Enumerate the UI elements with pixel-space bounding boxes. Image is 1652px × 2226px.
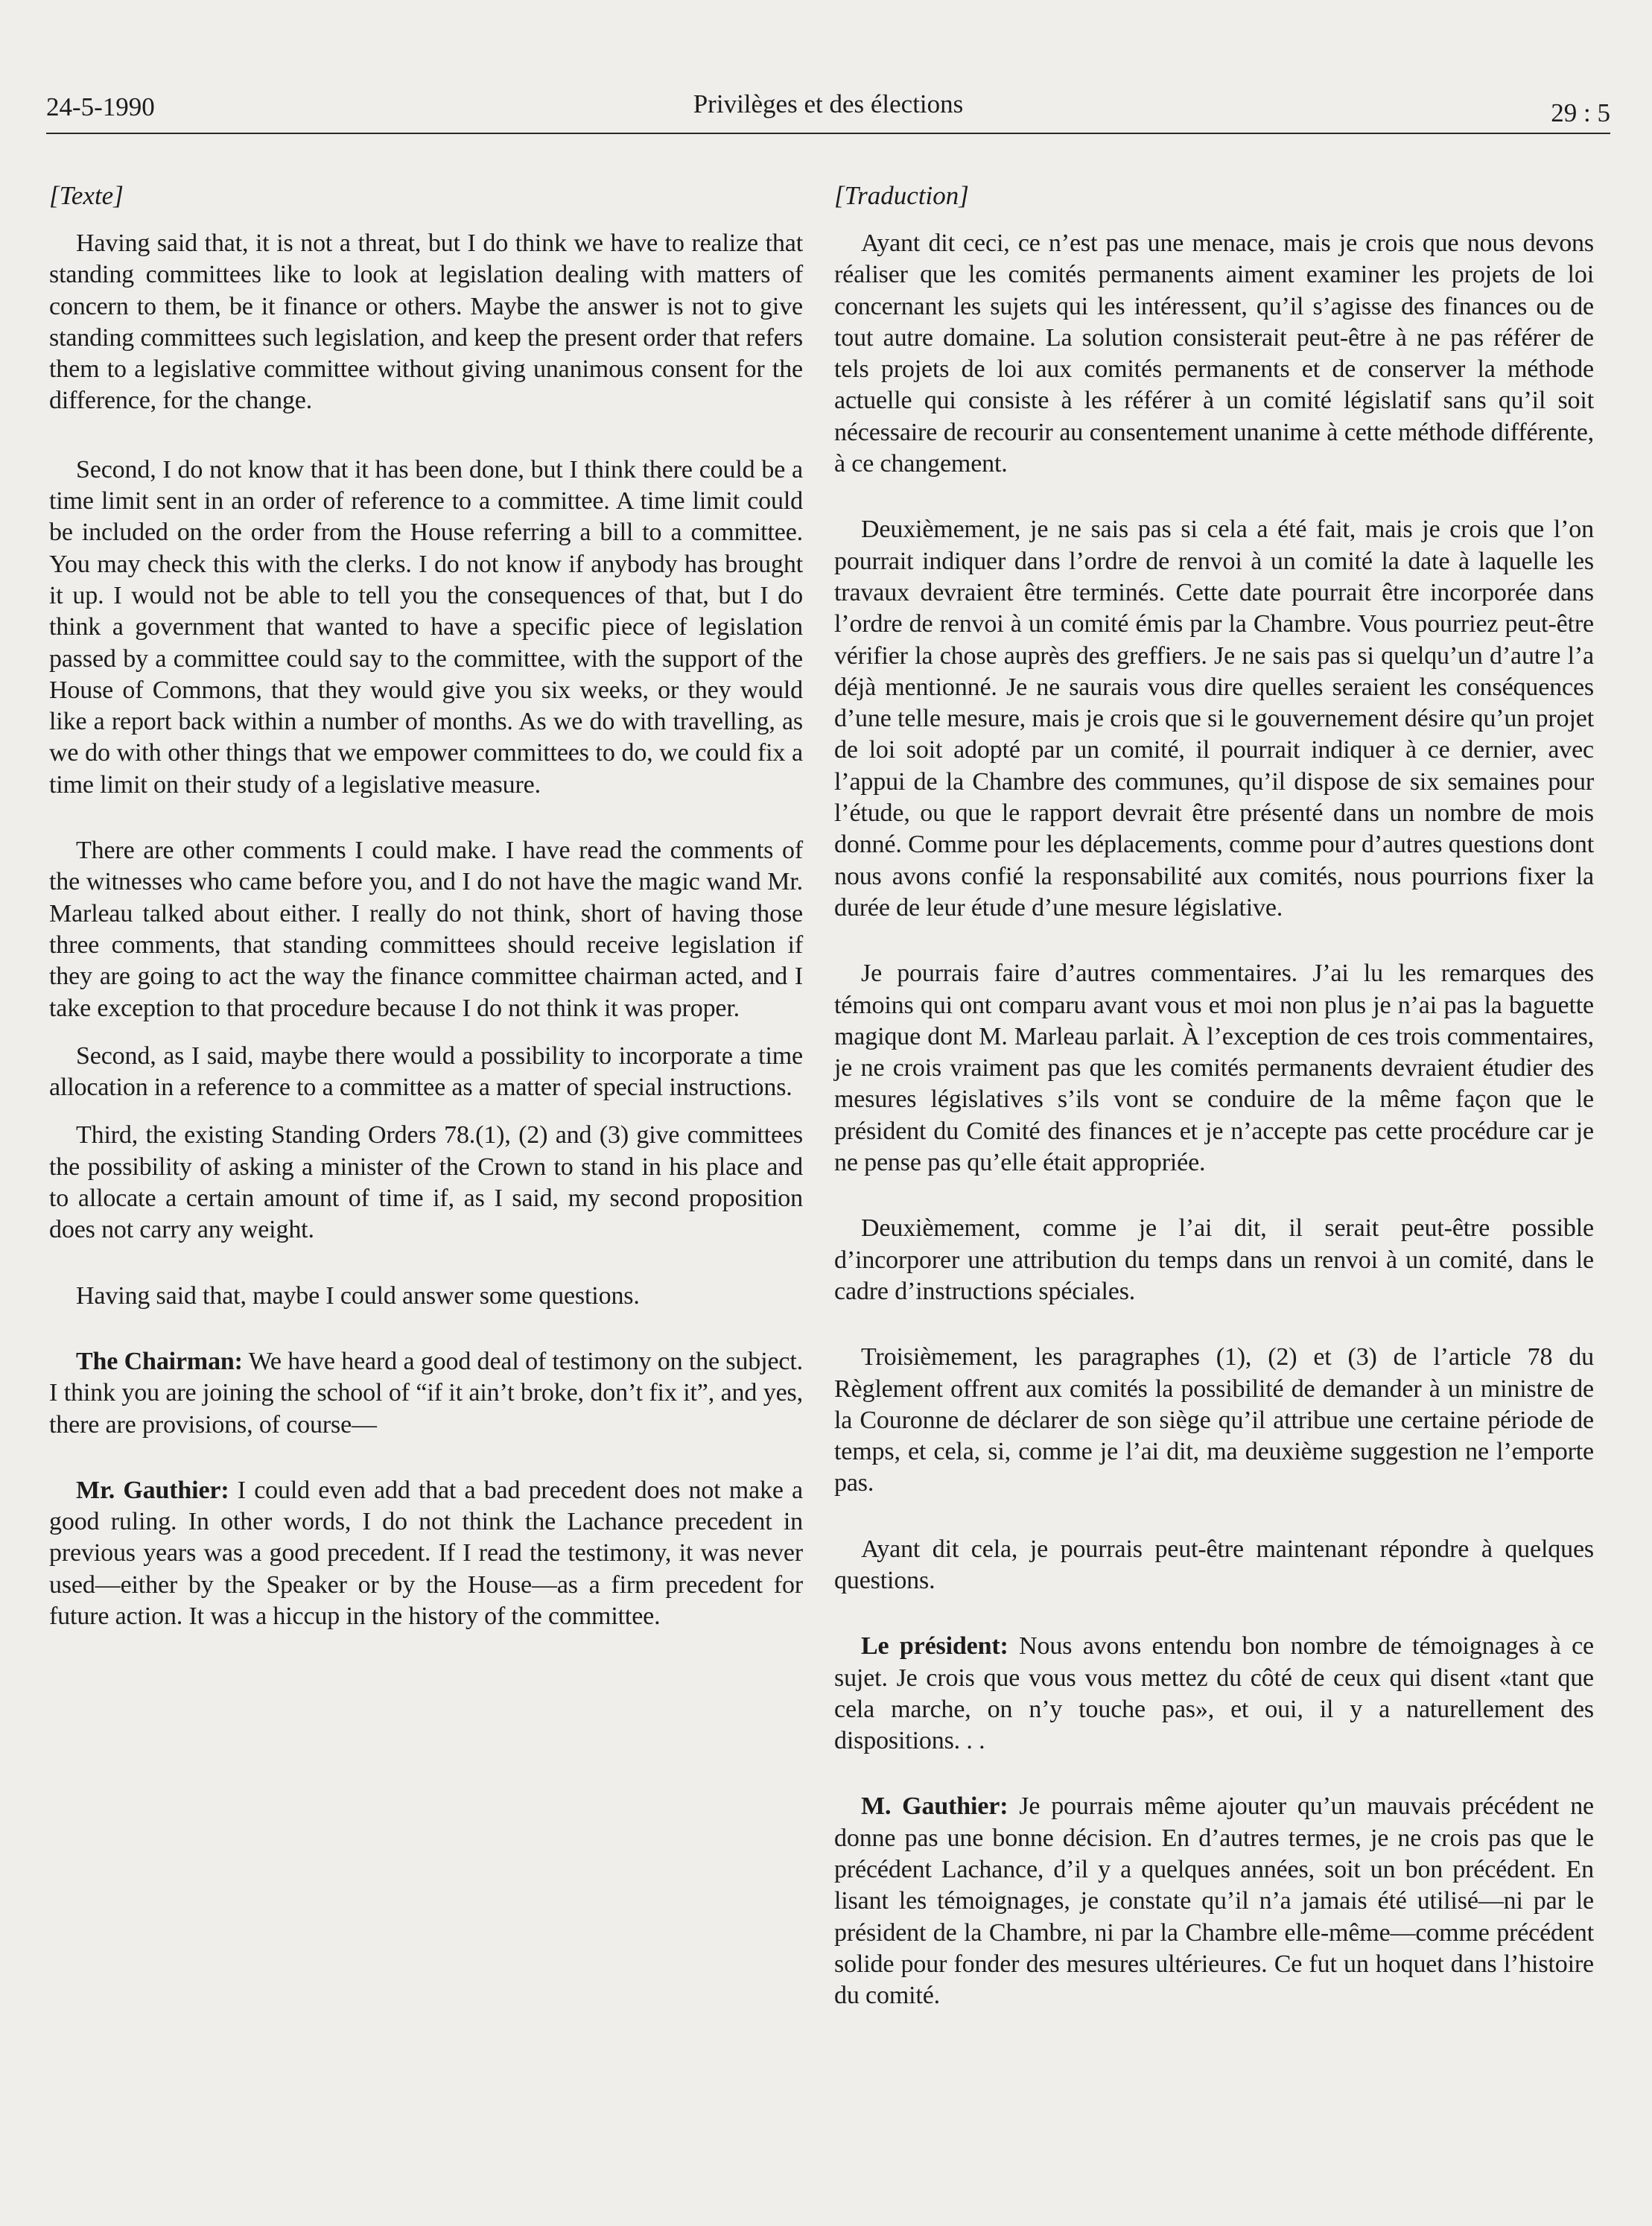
paragraph: Ayant dit ceci, ce n’est pas une menace, mais je crois que nous devons réaliser que les comités permanents aiment examiner les projets de loi concernant les sujets qui les intéressent, qu’il s’agisse des finances ou de tout autre domaine. La solution consisterait peut-être à ne pas référer de tels projets de loi aux comités permanents et de conserver la méthode actuelle qui consiste à les référer à un comité législatif sans qu’il soit nécessaire de recourir au consentement unanime à cette méthode différente, à ce changement.	[834, 229, 1594, 478]
speaker-name: The Chairman:	[76, 1347, 243, 1375]
header-date: 24-5-1990	[46, 92, 155, 121]
speaker-text: We have heard a good deal of testimony on the subject. I think you are joining the school of “if it ain’t broke, don’t fix it”, and yes, there are provisions, of course—	[49, 1347, 803, 1439]
paragraph: Troisièmement, les paragraphes (1), (2) et (3) de l’article 78 du Règlement offrent aux comités la possibilité de demander à un ministre de la Couronne de déclarer de son siège qu’il attribue une certaine période de temps, et cela, si, comme je l’ai dit, ma deuxième suggestion ne l’emporte pas.	[834, 1343, 1594, 1497]
speaker-name: Mr. Gauthier:	[76, 1476, 229, 1504]
column-label-texte: [Texte]	[49, 181, 124, 210]
speaker-name: Le président:	[861, 1632, 1008, 1661]
paragraph: Third, the existing Standing Orders 78.(1), (2) and (3) give committees the possibility of asking a minister of the Crown to stand in his place and to allocate a certain amount of time if, as I said, my second proposition does not carry any weight.	[49, 1121, 803, 1244]
french-column	[834, 179, 1594, 2012]
column-label-traduction: [Traduction]	[834, 181, 969, 210]
speaker-text: I could even add that a bad precedent does not make a good ruling. In other words, I do not think the Lachance precedent in previous years was a good precedent. If I read the testimony, it was never used—either by the Speaker or by the House—as a firm precedent for future action. It was a hiccup in the history of the committee.	[49, 1476, 803, 1630]
speaker-paragraph	[834, 1791, 1594, 2011]
paragraph: Deuxièmement, je ne sais pas si cela a été fait, mais je crois que l’on pourrait indiquer dans l’ordre de renvoi à un comité la date à laquelle les travaux devraient être terminés. Cette date pourrait être incorporée dans l’ordre de renvoi à un comité émis par la Chambre. Vous pourriez peut-être vérifier la chose auprès des greffiers. Je ne sais pas si quelqu’un d’autre l’a déjà mentionné. Je ne saurais vous dire quelles seraient les conséquences d’une telle mesure, mais je crois que si le gouvernement désire qu’un projet de loi soit adopté par un comité, il pourrait indiquer à ce dernier, avec l’appui de la Chambre des communes, qu’il dispose de six semaines pour l’étude, ou que le rapport devrait être présenté dans un nombre de mois donné. Comme pour les déplacements, comme pour d’autres questions dont nous avons confié la responsabilité aux comités, nous pourrions fixer la durée de leur étude d’une mesure législative.	[834, 516, 1594, 922]
speaker-paragraph	[834, 1631, 1594, 1757]
speaker-paragraph	[49, 1346, 803, 1441]
speaker-name: M. Gauthier:	[861, 1792, 1008, 1821]
page-header	[46, 88, 1610, 134]
paragraph: There are other comments I could make. I have read the comments of the witnesses who came before you, and I do not have the magic wand Mr. Marleau talked about either. I really do not think, short of having those three comments, that standing committees should receive legislation if they are going to act the way the finance committee chairman acted, and I take exception to that procedure because I do not think it was proper.	[49, 837, 803, 1022]
paragraph: Ayant dit cela, je pourrais peut-être maintenant répondre à quelques questions.	[834, 1535, 1594, 1594]
speaker-text: Je pourrais même ajouter qu’un mauvais précédent ne donne pas une bonne décision. En d’autres termes, je ne crois pas que le précédent Lachance, d’il y a quelques années, soit un bon précédent. En lisant les témoignages, je constate qu’il n’a jamais été utilisé—ni par le président de la Chambre, ni par la Chambre elle-même—comme précédent solide pour fonder des mesures ultérieures. Ce fut un hoquet dans l’histoire du comité.	[834, 1792, 1594, 2010]
paragraph: Deuxièmement, comme je l’ai dit, il serait peut-être possible d’incorporer une attribution du temps dans un renvoi à un comité, dans le cadre d’instructions spéciales.	[834, 1214, 1594, 1305]
paragraph: Second, as I said, maybe there would a possibility to incorporate a time allocation in a reference to a committee as a matter of special instructions.	[49, 1041, 803, 1102]
header-page-number: 29 : 5	[1551, 98, 1610, 127]
paragraph: Je pourrais faire d’autres commentaires. J’ai lu les remarques des témoins qui ont comparu avant vous et moi non plus je n’ai pas la baguette magique dont M. Marleau parlait. À l’exception de ces trois commentaires, je ne crois vraiment pas que les comités permanents devraient étudier des mesures législatives s’ils vont se conduire de la même façon que le président du Comité des finances et je n’accepte pas cette procédure car je ne pense pas qu’elle était appropriée.	[834, 960, 1594, 1177]
english-column	[49, 179, 803, 1632]
speaker-paragraph	[49, 1475, 803, 1632]
header-title: Privilèges et des élections	[693, 89, 964, 118]
speaker-text: Nous avons entendu bon nombre de témoignages à ce sujet. Je crois que vous vous mettez du côté de ceux qui disent «tant que cela marche, on n’y touche pas», et oui, il y a naturellement des dispositions. . .	[834, 1632, 1594, 1755]
paragraph: Second, I do not know that it has been done, but I think there could be a time limit sent in an order of reference to a committee. A time limit could be included on the order from the House referring a bill to a committee. You may check this with the clerks. I do not know if anybody has brought it up. I would not be able to tell you the consequences of that, but I do think a government that wanted to have a specific piece of legislation passed by a committee could say to the committee, with the support of the House of Commons, that they would give you six weeks, or they would like a report back within a number of months. As we do with travelling, as we do with other things that we empower committees to do, we could fix a time limit on their study of a legislative measure.	[49, 455, 803, 799]
paragraph: Having said that, it is not a threat, but I do think we have to realize that standing committees like to look at legislation dealing with matters of concern to them, be it finance or others. Maybe the answer is not to give standing committees such legislation, and keep the present order that refers them to a legislative committee without giving unanimous consent for the difference, for the change.	[49, 229, 803, 415]
paragraph: Having said that, maybe I could answer some questions.	[76, 1281, 640, 1310]
